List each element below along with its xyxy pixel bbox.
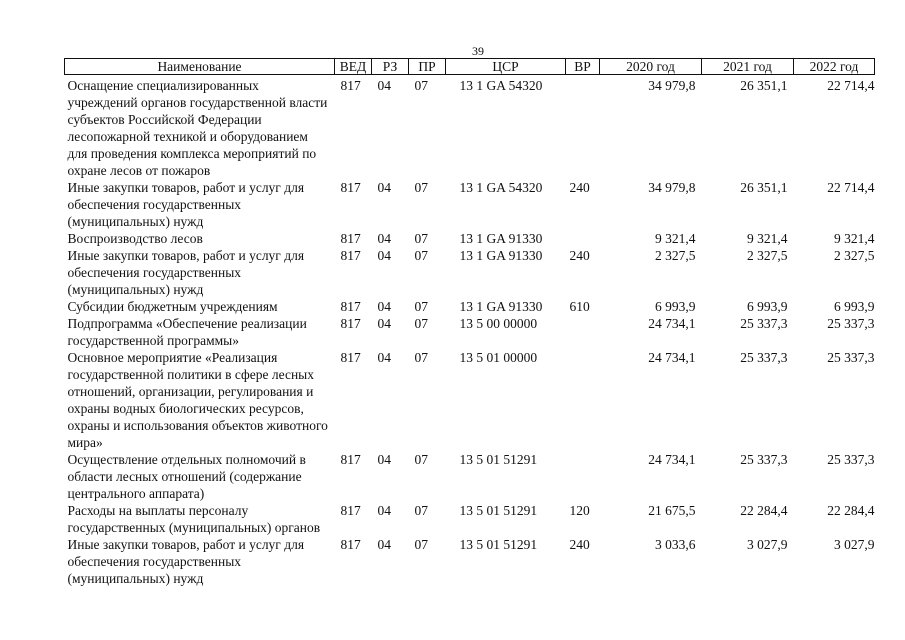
cell-y2020: 24 734,1: [648, 452, 696, 467]
cell-vr: [566, 230, 600, 247]
cell-csr: 13 5 01 51291: [459, 503, 538, 518]
cell-vr: [566, 349, 600, 451]
table-row: [65, 315, 875, 349]
header-ved: ВЕД: [335, 59, 372, 75]
cell-ved: 817: [340, 537, 361, 552]
table-header-row: [65, 59, 875, 75]
cell-csr: 13 1 GA 54320: [459, 78, 543, 93]
cell-csr: 13 5 01 00000: [459, 350, 538, 365]
header-2020: 2020 год: [600, 59, 702, 75]
cell-y2021: 3 027,9: [747, 537, 788, 552]
cell-pr: 07: [414, 248, 428, 263]
cell-y2020: 34 979,8: [648, 180, 696, 195]
cell-name: Иные закупки товаров, работ и услуг для обеспечения государственных (муниципальных) нужд: [67, 248, 305, 297]
cell-pr: 07: [414, 78, 428, 93]
cell-pr: 07: [414, 180, 428, 195]
cell-y2022: 22 714,4: [827, 78, 875, 93]
cell-name: Субсидии бюджетным учреждениям: [67, 299, 278, 314]
cell-rz: 04: [377, 316, 391, 331]
cell-ved: 817: [340, 78, 361, 93]
cell-name: Основное мероприятие «Реализация государственной политики в сфере лесных отношений, организации, регулирования и охраны водных биологических ресурсов, охраны и использования объектов животного мира»: [67, 350, 328, 450]
cell-rz: 04: [377, 537, 391, 552]
cell-csr: 13 1 GA 54320: [459, 180, 543, 195]
cell-y2021: 26 351,1: [740, 78, 788, 93]
table-body: [65, 75, 875, 588]
cell-pr: 07: [414, 537, 428, 552]
header-rz: РЗ: [372, 59, 409, 75]
cell-y2022: 25 337,3: [827, 350, 875, 365]
cell-name: Оснащение специализированных учреждений органов государственной власти субъектов Российской Федерации лесопожарной техникой и оборудованием для проведения комплекса мероприятий по охране лесов от пожаров: [67, 78, 328, 178]
cell-csr: 13 5 01 51291: [459, 537, 538, 552]
cell-pr: 07: [414, 231, 428, 246]
table-row: [65, 247, 875, 298]
cell-vr: [566, 451, 600, 502]
cell-y2021: 25 337,3: [740, 350, 788, 365]
table-row: [65, 451, 875, 502]
cell-csr: 13 5 01 51291: [459, 452, 538, 467]
cell-name: Иные закупки товаров, работ и услуг для обеспечения государственных (муниципальных) нужд: [67, 180, 305, 229]
cell-pr: 07: [414, 299, 428, 314]
cell-csr: 13 1 GA 91330: [459, 248, 543, 263]
cell-y2020: 9 321,4: [655, 231, 696, 246]
cell-y2021: 9 321,4: [747, 231, 788, 246]
cell-csr: 13 1 GA 91330: [459, 231, 543, 246]
header-2022: 2022 год: [794, 59, 875, 75]
table-row: [65, 349, 875, 451]
cell-rz: 04: [377, 350, 391, 365]
cell-ved: 817: [340, 316, 361, 331]
cell-y2021: 26 351,1: [740, 180, 788, 195]
cell-y2022: 25 337,3: [827, 452, 875, 467]
budget-table: [64, 58, 875, 587]
cell-rz: 04: [377, 248, 391, 263]
cell-rz: 04: [377, 503, 391, 518]
cell-vr: [566, 75, 600, 180]
cell-vr: 120: [569, 503, 590, 518]
table-row: [65, 502, 875, 536]
cell-y2022: 25 337,3: [827, 316, 875, 331]
header-2021: 2021 год: [702, 59, 794, 75]
header-vr: ВР: [566, 59, 600, 75]
cell-y2021: 2 327,5: [747, 248, 788, 263]
cell-vr: 240: [569, 180, 590, 195]
cell-y2022: 9 321,4: [834, 231, 875, 246]
cell-y2020: 2 327,5: [655, 248, 696, 263]
cell-csr: 13 5 00 00000: [459, 316, 538, 331]
cell-y2022: 22 714,4: [827, 180, 875, 195]
table-row: [65, 536, 875, 587]
cell-vr: 240: [569, 248, 590, 263]
cell-ved: 817: [340, 231, 361, 246]
cell-pr: 07: [414, 350, 428, 365]
table-row: [65, 75, 875, 180]
cell-y2020: 34 979,8: [648, 78, 696, 93]
cell-name: Осуществление отдельных полномочий в области лесных отношений (содержание центрального аппарата): [67, 452, 306, 501]
cell-y2021: 6 993,9: [747, 299, 788, 314]
cell-y2020: 24 734,1: [648, 316, 696, 331]
cell-y2020: 24 734,1: [648, 350, 696, 365]
cell-y2020: 6 993,9: [655, 299, 696, 314]
cell-name: Подпрограмма «Обеспечение реализации государственной программы»: [67, 316, 307, 348]
cell-y2022: 6 993,9: [834, 299, 875, 314]
cell-rz: 04: [377, 231, 391, 246]
header-pr: ПР: [409, 59, 446, 75]
cell-ved: 817: [340, 503, 361, 518]
cell-pr: 07: [414, 452, 428, 467]
cell-vr: 610: [569, 299, 590, 314]
cell-y2020: 21 675,5: [648, 503, 696, 518]
cell-y2021: 25 337,3: [740, 316, 788, 331]
cell-ved: 817: [340, 180, 361, 195]
cell-rz: 04: [377, 452, 391, 467]
cell-ved: 817: [340, 299, 361, 314]
cell-rz: 04: [377, 180, 391, 195]
cell-y2021: 25 337,3: [740, 452, 788, 467]
cell-y2022: 3 027,9: [834, 537, 875, 552]
cell-rz: 04: [377, 78, 391, 93]
cell-vr: 240: [569, 537, 590, 552]
cell-ved: 817: [340, 452, 361, 467]
cell-y2021: 22 284,4: [740, 503, 788, 518]
table-row: [65, 230, 875, 247]
page-number: 39: [472, 44, 484, 58]
cell-y2020: 3 033,6: [655, 537, 696, 552]
table-row: [65, 179, 875, 230]
cell-name: Расходы на выплаты персоналу государственных (муниципальных) органов: [67, 503, 321, 535]
cell-pr: 07: [414, 316, 428, 331]
table-row: [65, 298, 875, 315]
cell-y2022: 2 327,5: [834, 248, 875, 263]
cell-vr: [566, 315, 600, 349]
cell-y2022: 22 284,4: [827, 503, 875, 518]
header-name: Наименование: [65, 59, 335, 75]
cell-name: Иные закупки товаров, работ и услуг для обеспечения государственных (муниципальных) нужд: [67, 537, 305, 586]
cell-ved: 817: [340, 248, 361, 263]
cell-csr: 13 1 GA 91330: [459, 299, 543, 314]
cell-ved: 817: [340, 350, 361, 365]
header-csr: ЦСР: [446, 59, 566, 75]
cell-rz: 04: [377, 299, 391, 314]
cell-pr: 07: [414, 503, 428, 518]
cell-name: Воспроизводство лесов: [67, 231, 203, 246]
